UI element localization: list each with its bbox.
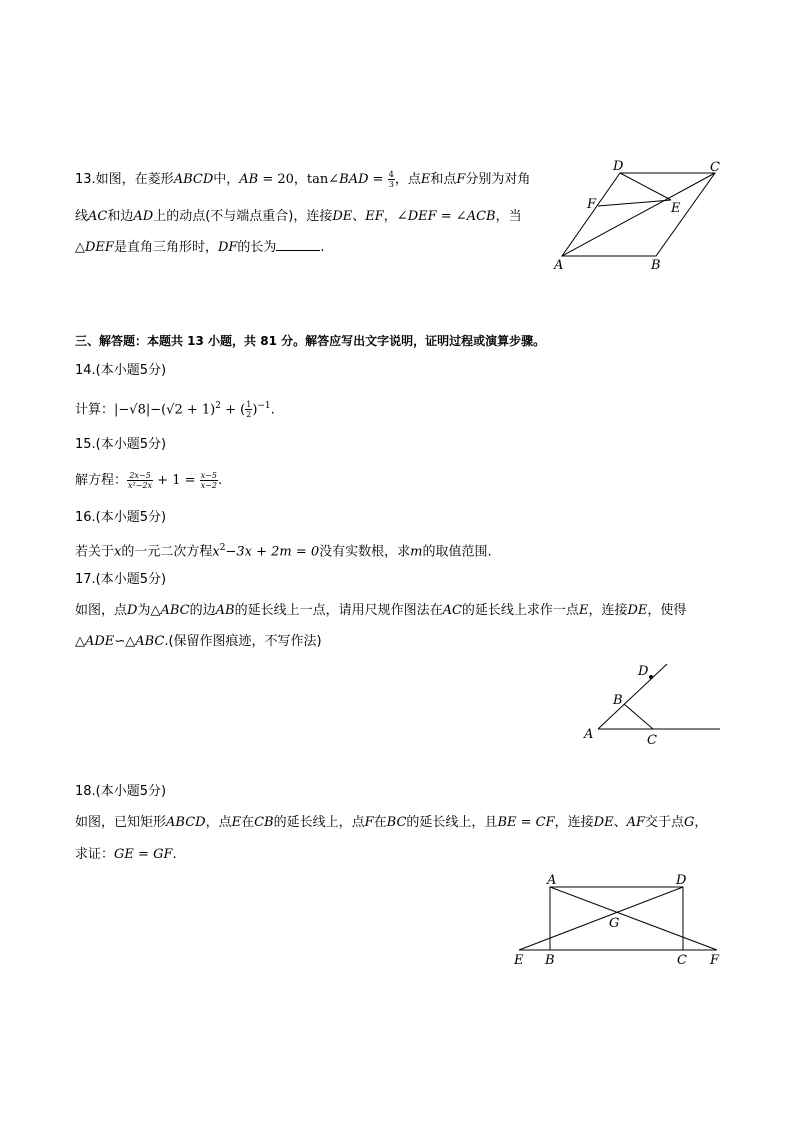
text: 为△ <box>137 603 161 618</box>
label-F: F <box>710 953 720 968</box>
label-B: B <box>613 693 623 708</box>
label-G: G <box>609 916 620 931</box>
q17-line-2 <box>75 632 322 652</box>
text: ，当 <box>495 209 522 224</box>
text: ，点 <box>205 815 232 830</box>
math: GE <box>114 847 134 862</box>
math: AC <box>88 209 108 224</box>
numerator: x−5 <box>200 471 217 480</box>
label-A: A <box>547 873 557 888</box>
math: DEF <box>85 240 114 255</box>
text: ，连接 <box>554 815 594 830</box>
text: ∽△ <box>114 634 136 649</box>
text: 中， <box>213 172 240 187</box>
exponent: 2 <box>215 401 221 411</box>
q17-header: 17.(本小题5分) <box>75 572 167 587</box>
label-B: B <box>651 258 661 273</box>
numerator: 2x−5 <box>127 471 153 481</box>
text: 的延长线上，且 <box>406 815 498 830</box>
label-D: D <box>638 664 649 679</box>
q13-line-1 <box>75 170 530 190</box>
math: ABCD <box>166 815 206 830</box>
math: E <box>420 172 431 187</box>
q13-line-2 <box>75 207 522 227</box>
text: ，连接 <box>588 603 628 618</box>
math: = <box>516 815 536 830</box>
math: −3x + 2m = 0 <box>225 544 320 560</box>
exponent: 2 <box>219 543 226 553</box>
text: 若关于 <box>75 544 115 560</box>
math: BAD <box>339 172 369 187</box>
denominator: 2 <box>246 410 252 420</box>
math: = <box>133 847 154 862</box>
q18-line-1 <box>75 813 707 833</box>
math: = ∠ <box>436 209 467 224</box>
text: 的延长线上一点，请用尺规作图法在 <box>234 603 443 618</box>
section-heading: 三、解答题：本题共 13 小题，共 81 分。解答应写出文字说明，证明过程或演算步骤。 <box>75 334 546 348</box>
text: . <box>172 847 177 862</box>
math: AB <box>239 172 259 187</box>
math: m <box>410 544 423 560</box>
math: + ( <box>220 402 246 418</box>
math: AB <box>215 603 235 618</box>
text: 在 <box>373 815 387 830</box>
text: 的取值范围. <box>422 544 492 560</box>
fraction-left <box>127 471 153 490</box>
math: G <box>684 815 695 830</box>
answer-blank <box>276 238 320 251</box>
text: ，点 <box>394 172 421 187</box>
text: 线 <box>75 209 89 224</box>
text: ，使得 <box>647 603 687 618</box>
math: DE <box>593 815 614 830</box>
math: |−√8|−(√2 + 1) <box>114 402 216 418</box>
fraction-right <box>200 471 218 490</box>
q13-line-3 <box>75 238 325 258</box>
math: AD <box>133 209 154 224</box>
fraction-4-3 <box>388 170 395 189</box>
math: F <box>364 815 374 830</box>
q18-header: 18.(本小题5分) <box>75 784 167 799</box>
text: △ <box>75 240 85 255</box>
text: 和边 <box>107 209 134 224</box>
q17-triangle-figure <box>578 656 728 750</box>
q13-rhombus-figure <box>550 160 730 275</box>
text: 求证： <box>75 847 115 862</box>
math: ABCD <box>173 172 214 187</box>
math: BC <box>386 815 407 830</box>
math: x <box>114 544 122 560</box>
text: 和点 <box>430 172 457 187</box>
math: DE <box>627 603 648 618</box>
text: △ <box>75 634 85 649</box>
math: DE <box>332 209 353 224</box>
label-A: A <box>554 258 564 273</box>
text: 如图，已知矩形 <box>75 815 167 830</box>
math: ) <box>252 402 258 418</box>
q15-text <box>75 471 222 491</box>
text: 的延长线上，点 <box>273 815 365 830</box>
q18-rectangle-figure <box>505 870 735 970</box>
label-E: E <box>671 201 681 216</box>
text: 分别为对角 <box>465 172 531 187</box>
math: CF <box>535 815 555 830</box>
math: E <box>578 603 589 618</box>
math: ，∠ <box>383 209 408 224</box>
math: D <box>127 603 138 618</box>
math: F <box>456 172 466 187</box>
q18-line-2 <box>75 845 177 865</box>
text: 13.如图，在菱形 <box>75 172 174 187</box>
math: GF <box>153 847 173 862</box>
label-D: D <box>676 873 687 888</box>
math: = <box>368 172 388 187</box>
text: 计算： <box>75 402 115 418</box>
label-E: E <box>514 953 524 968</box>
numerator: 1 <box>246 400 252 410</box>
label-A: A <box>584 727 594 742</box>
math: AF <box>626 815 645 830</box>
math: DF <box>217 240 238 255</box>
math: CB <box>254 815 274 830</box>
q14-header: 14.(本小题5分) <box>75 363 167 378</box>
math: DEF <box>407 209 437 224</box>
math: ABC <box>160 603 190 618</box>
math: ACB <box>466 209 496 224</box>
math: x <box>212 544 220 560</box>
point-D <box>649 675 653 679</box>
label-C: C <box>710 160 720 175</box>
text: 的一元二次方程 <box>121 544 213 560</box>
text: 解方程： <box>75 473 128 488</box>
text: 的延长线上求作一点 <box>461 603 579 618</box>
numerator: 4 <box>388 170 394 179</box>
q17-line-1 <box>75 601 686 621</box>
math: ADE <box>85 634 115 649</box>
text: 的边 <box>189 603 216 618</box>
label-F: F <box>587 197 597 212</box>
math: ABC <box>135 634 165 649</box>
denominator: 3 <box>388 180 394 189</box>
denominator: x²−2x <box>128 481 153 490</box>
q16-header: 16.(本小题5分) <box>75 510 167 525</box>
text: 是直角三角形时， <box>113 240 218 255</box>
q14-text <box>75 396 275 420</box>
label-C: C <box>677 953 687 968</box>
math: EF <box>365 209 384 224</box>
text: 、 <box>613 815 627 830</box>
math: E <box>231 815 242 830</box>
label-B: B <box>545 953 555 968</box>
text: . <box>270 402 275 418</box>
text: 如图，点 <box>75 603 128 618</box>
text: 、 <box>352 209 366 224</box>
text: 上的动点(不与端点重合)，连接 <box>153 209 333 224</box>
text: 在 <box>241 815 255 830</box>
label-C: C <box>647 733 657 748</box>
text: .(保留作图痕迹，不写作法) <box>164 634 322 649</box>
math: AC <box>442 603 462 618</box>
math: BE <box>497 815 517 830</box>
q15-header: 15.(本小题5分) <box>75 437 167 452</box>
text: ， <box>694 815 708 830</box>
text: 没有实数根，求 <box>319 544 411 560</box>
text: 的长为 <box>237 240 277 255</box>
label-D: D <box>613 160 624 174</box>
math: + 1 = <box>153 473 200 488</box>
text: 交于点 <box>645 815 685 830</box>
text: . <box>217 473 223 488</box>
q16-text <box>75 538 492 562</box>
denominator: x−2 <box>200 481 217 490</box>
exponent: −1 <box>257 401 271 411</box>
math: = 20，tan∠ <box>258 172 340 187</box>
text: . <box>320 240 325 255</box>
